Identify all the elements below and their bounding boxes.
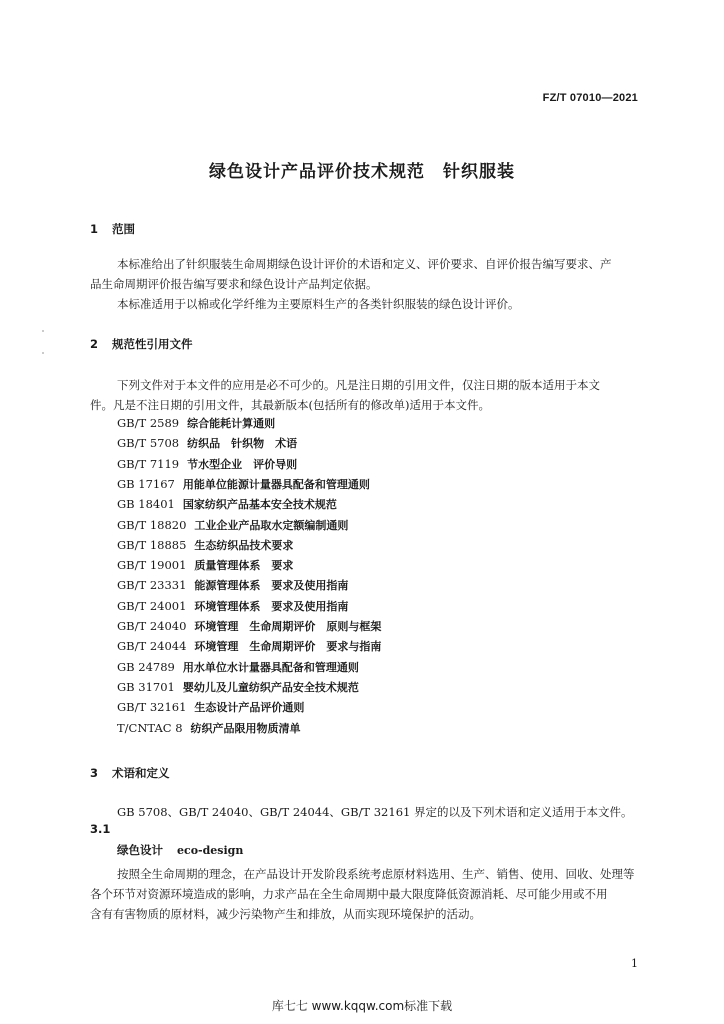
reference-title: 质量管理体系 要求 [194, 559, 294, 573]
reference-code: GB 31701 [117, 679, 175, 694]
term-entry [117, 842, 243, 858]
term-english: eco-design [177, 844, 244, 857]
scan-speck [42, 352, 44, 354]
reference-item [117, 577, 348, 593]
reference-code: GB/T 5708 [117, 436, 180, 451]
reference-item [117, 557, 293, 573]
reference-title: 环境管理体系 要求及使用指南 [194, 599, 349, 613]
reference-code: T/CNTAC 8 [117, 720, 183, 735]
definition-line-1: 按照全生命周期的理念，在产品设计开发阶段系统考虑原材料选用、生产、销售、使用、回收、处理等 [117, 867, 635, 881]
reference-title: 纺织产品限用物质清单 [190, 721, 301, 735]
reference-item [117, 456, 297, 472]
section-number: 3 [90, 766, 99, 780]
reference-item [117, 638, 381, 654]
reference-title: 节水型企业 评价导则 [187, 457, 298, 471]
reference-code: GB/T 24040 [117, 619, 187, 633]
reference-code: GB 17167 [117, 476, 175, 491]
document-title: 绿色设计产品评价技术规范 针织服装 [209, 162, 515, 182]
reference-code: GB 24789 [117, 659, 175, 674]
section-title: 规范性引用文件 [112, 337, 193, 351]
page-number: 1 [631, 957, 638, 970]
scope-line-1: 本标准给出了针织服装生命周期绿色设计评价的术语和定义、评价要求、自评价报告编写要求、产 [117, 257, 612, 271]
reference-title: 综合能耗计算通则 [187, 417, 276, 430]
reference-title: 国家纺织产品基本安全技术规范 [182, 498, 337, 512]
definition-line-2: 各个环节对资源环境造成的影响，力求产品在全生命周期中最大限度降低资源消耗、尽可能少用或不用 [90, 887, 608, 901]
terms-intro: GB 5708、GB/T 24040、GB/T 24044、GB/T 32161 界定的以及下列术语和定义适用于本文件。 [117, 805, 633, 819]
reference-title: 环境管理 生命周期评价 原则与框架 [194, 620, 382, 633]
reference-code: GB 18401 [117, 497, 175, 512]
reference-title: 婴幼儿及儿童纺织产品安全技术规范 [182, 680, 359, 694]
reference-code: GB/T 18885 [117, 537, 187, 552]
footer-watermark: 库七七 www.kqqw.com标准下载 [271, 999, 453, 1013]
reference-item [117, 415, 275, 431]
reference-item [117, 679, 359, 695]
reference-item [117, 598, 348, 614]
section-number: 2 [90, 337, 99, 351]
reference-title: 能源管理体系 要求及使用指南 [194, 579, 349, 593]
reference-code: GB/T 32161 [117, 700, 187, 715]
reference-code: GB/T 2589 [117, 416, 180, 430]
reference-item [117, 720, 301, 736]
reference-item [117, 659, 359, 675]
reference-title: 生态纺织品技术要求 [194, 538, 294, 552]
reference-code: GB/T 24001 [117, 598, 187, 613]
reference-code: GB/T 7119 [117, 456, 180, 471]
definition-line-3: 含有有害物质的原材料，减少污染物产生和排放，从而实现环境保护的活动。 [90, 907, 481, 921]
reference-title: 生态设计产品评价通则 [194, 701, 305, 715]
reference-item [117, 517, 348, 533]
refs-intro-line-2: 件。凡是不注日期的引用文件，其最新版本(包括所有的修改单)适用于本文件。 [90, 398, 490, 412]
section-3-heading [90, 765, 170, 781]
reference-code: GB/T 19001 [117, 558, 187, 573]
reference-item [117, 699, 304, 715]
scope-line-3: 本标准适用于以棉或化学纤维为主要原料生产的各类针织服装的绿色设计评价。 [117, 297, 520, 311]
section-2-heading [90, 336, 193, 352]
standard-code: FZ/T 07010—2021 [542, 92, 638, 104]
reference-item [117, 537, 293, 553]
reference-item [117, 618, 381, 634]
reference-code: GB/T 24044 [117, 639, 187, 654]
reference-code: GB/T 23331 [117, 578, 187, 593]
reference-title: 用水单位水计量器具配备和管理通则 [182, 660, 359, 674]
subclause-number: 3.1 [90, 822, 111, 836]
term-chinese: 绿色设计 [117, 843, 163, 857]
reference-item [117, 435, 297, 451]
reference-title: 纺织品 针织物 术语 [187, 437, 298, 451]
reference-title: 工业企业产品取水定额编制通则 [194, 518, 349, 532]
reference-title: 环境管理 生命周期评价 要求与指南 [194, 640, 382, 654]
section-number: 1 [90, 222, 99, 236]
section-title: 术语和定义 [112, 766, 170, 780]
reference-title: 用能单位能源计量器具配备和管理通则 [182, 477, 370, 491]
reference-code: GB/T 18820 [117, 517, 187, 532]
refs-intro-line-1: 下列文件对于本文件的应用是必不可少的。凡是注日期的引用文件，仅注日期的版本适用于本文 [117, 378, 600, 392]
section-1-heading [90, 221, 135, 237]
reference-item [117, 476, 370, 492]
reference-item [117, 496, 337, 512]
section-title: 范围 [112, 222, 135, 236]
scope-line-2: 品生命周期评价报告编写要求和绿色设计产品判定依据。 [90, 277, 378, 291]
scan-speck [42, 330, 44, 332]
